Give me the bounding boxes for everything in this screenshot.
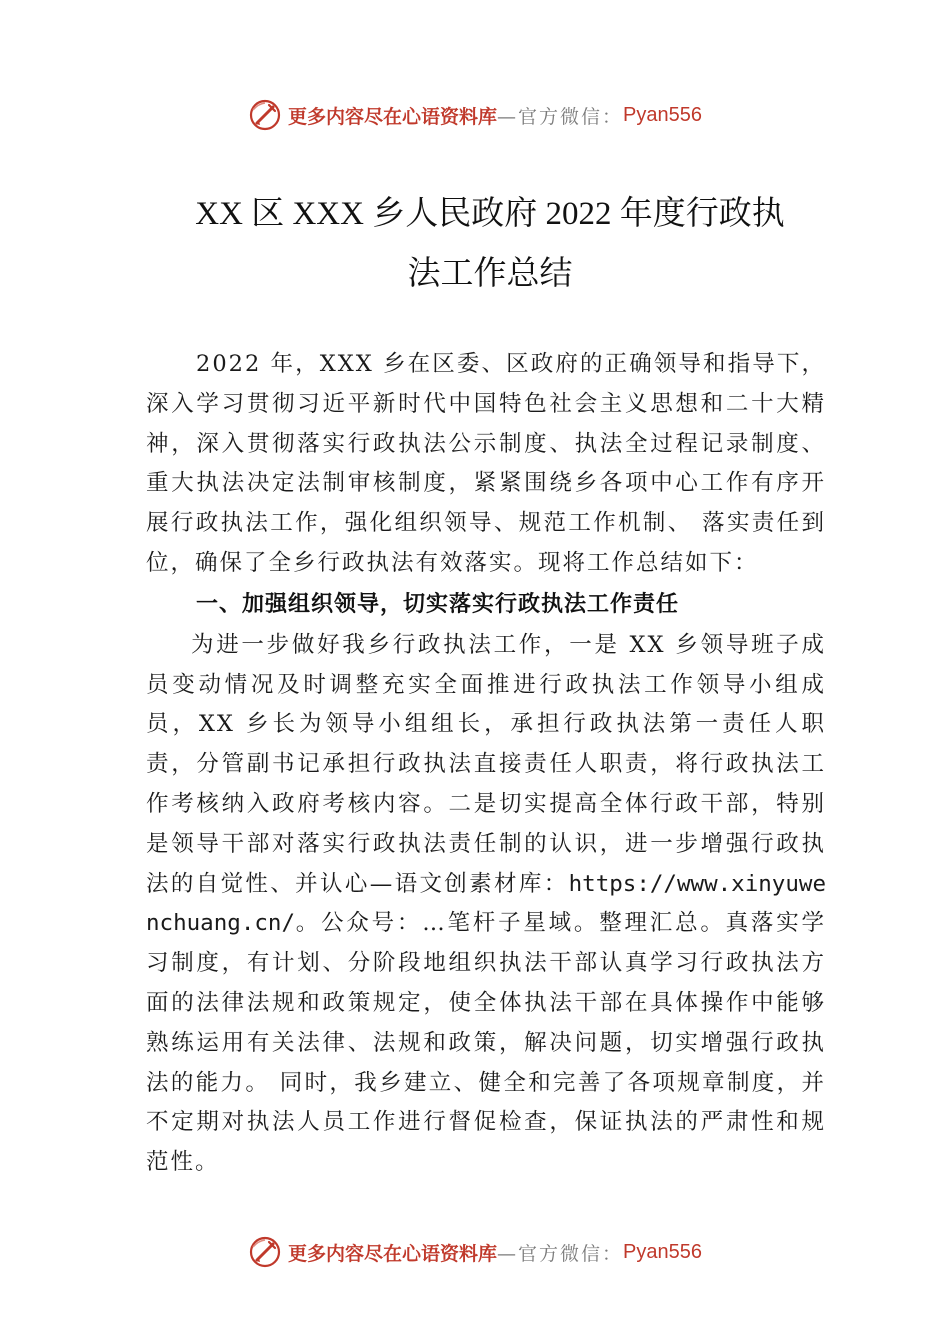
banner-wechat-label: —官方微信：	[497, 105, 624, 128]
pen-seal-logo-icon	[248, 1235, 282, 1269]
title-line-2: 法工作总结	[407, 256, 573, 292]
banner-brand-text: 更多内容尽在心语资料库	[288, 1242, 498, 1265]
source-url-text: https://www.xinyuwenchuang.cn/	[146, 870, 826, 937]
title-line-1: XX 区 XXX 乡人民政府 2022 年度行政执	[195, 196, 785, 232]
section-1-paragraph	[146, 626, 826, 1183]
pen-seal-logo-icon	[248, 98, 282, 132]
section-1-text-b: 。公众号：…笔杆子星域。整理汇总。真落实学习制度，有计划、分阶段地组织执法干部认真学习行政执法方面的法律法规和政策规定，使全体执法干部在具体操作中能够熟练运用有关法律、法规和政策，解决问题，切实增强行政执法的能力。 同时，我乡建立、健全和完善了各项规章制度，并不定期对执法人员工作进行督促检查，保证执法的严肃性和规范性。	[146, 910, 826, 1176]
banner-wechat-id: Pyan556	[623, 1240, 702, 1263]
banner-wechat-label: —官方微信：	[497, 1242, 624, 1265]
banner-wechat-id: Pyan556	[623, 103, 702, 126]
footer-banner	[0, 1232, 950, 1272]
banner-brand-text: 更多内容尽在心语资料库	[288, 105, 498, 128]
section-1-text-a: 为进一步做好我乡行政执法工作，一是 XX 乡领导班子成员变动情况及时调整充实全面推进行政执法工作领导小组成员，XX 乡长为领导小组组长，承担行政执法第一责任人职责，分管副书记承担行政执法直接责任人职责，将行政执法工作考核纳入政府考核内容。二是切实提高全体行政干部，特别是领导干部对落实行政执法责任制的认识，进一步增强行政执法的自觉性、并认心—语文创素材库：	[146, 631, 826, 897]
section-1-heading: 一、加强组织领导，切实落实行政执法工作责任	[196, 591, 680, 617]
document-body	[146, 345, 826, 1183]
header-banner	[0, 95, 950, 135]
intro-paragraph: 2022 年，XXX 乡在区委、区政府的正确领导和指导下，深入学习贯彻习近平新时代中国特色社会主义思想和二十大精神，深入贯彻落实行政执法公示制度、执法全过程记录制度、重大执法决定法制审核制度，紧紧围绕乡各项中心工作有序开展行政执法工作，强化组织领导、规范工作机制、 落实责任到位，确保了全乡行政执法有效落实。现将工作总结如下：	[146, 351, 826, 576]
document-title	[100, 184, 880, 304]
